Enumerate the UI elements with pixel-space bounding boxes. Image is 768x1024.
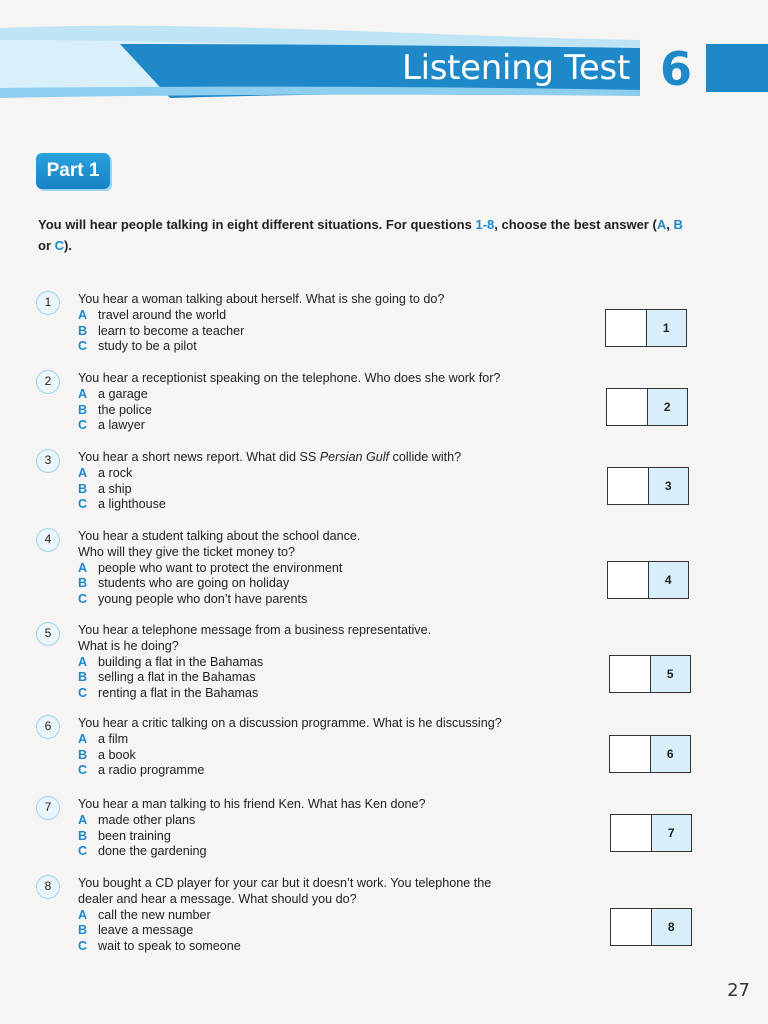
option-b[interactable] xyxy=(78,576,598,592)
option-a[interactable] xyxy=(78,655,598,671)
option-letter: B xyxy=(78,670,88,685)
question-text: You hear a man talking to his friend Ken. What has Ken done? xyxy=(78,797,426,811)
option-letter: A xyxy=(78,560,88,575)
question-number-badge: 8 xyxy=(36,875,60,899)
answer-input[interactable] xyxy=(608,562,649,598)
option-letter: C xyxy=(78,497,88,512)
option-text: a garage xyxy=(98,386,148,401)
question-text-part: collide with? xyxy=(389,450,462,464)
question-number-badge: 4 xyxy=(36,528,60,552)
question-number-badge: 6 xyxy=(36,715,60,739)
option-letter: A xyxy=(78,812,88,827)
option-text: travel around the world xyxy=(98,307,227,322)
option-text: young people who don’t have parents xyxy=(98,592,308,607)
answer-input[interactable] xyxy=(607,389,648,425)
option-text: a book xyxy=(98,747,136,762)
option-a[interactable] xyxy=(78,387,598,403)
option-b[interactable] xyxy=(78,670,598,686)
answer-box-8[interactable] xyxy=(610,908,692,946)
instructions-comma: , xyxy=(666,217,674,232)
question-text-line-2: Who will they give the ticket money to? xyxy=(78,544,295,559)
option-letter: A xyxy=(78,386,88,401)
option-letter: A xyxy=(78,907,88,922)
option-letter: C xyxy=(78,418,88,433)
option-c[interactable] xyxy=(78,592,598,608)
header-banner xyxy=(0,0,768,110)
instructions-or: or xyxy=(38,238,55,253)
answer-box-number: 4 xyxy=(649,562,689,598)
option-letter: C xyxy=(78,939,88,954)
instructions-end: ). xyxy=(64,238,72,253)
option-a[interactable] xyxy=(78,908,598,924)
option-c[interactable] xyxy=(78,497,598,513)
option-text: made other plans xyxy=(98,812,196,827)
instructions-text-2: , choose the best answer ( xyxy=(494,217,657,232)
option-b[interactable] xyxy=(78,403,598,419)
option-b[interactable] xyxy=(78,324,598,340)
option-c[interactable] xyxy=(78,418,598,434)
option-text: done the gardening xyxy=(98,844,207,859)
answer-input[interactable] xyxy=(606,310,647,346)
option-b[interactable] xyxy=(78,482,598,498)
answer-input[interactable] xyxy=(611,815,652,851)
option-letter: B xyxy=(78,576,88,591)
option-c[interactable] xyxy=(78,339,598,355)
option-text: call the new number xyxy=(98,907,211,922)
option-text: building a flat in the Bahamas xyxy=(98,654,264,669)
option-text: students who are going on holiday xyxy=(98,576,290,591)
option-c[interactable] xyxy=(78,763,598,779)
option-text: a ship xyxy=(98,481,132,496)
answer-box-number: 8 xyxy=(652,909,692,945)
question-text xyxy=(78,450,598,466)
answer-box-number: 1 xyxy=(647,310,687,346)
question-text: You bought a CD player for your car but it doesn’t work. You telephone the xyxy=(78,876,492,890)
question-text: You hear a student talking about the school dance. xyxy=(78,529,361,543)
option-letter: C xyxy=(78,339,88,354)
option-letter: B xyxy=(78,481,88,496)
option-b[interactable] xyxy=(78,829,598,845)
option-b-ref: B xyxy=(673,217,683,232)
answer-box-7[interactable] xyxy=(610,814,692,852)
option-a[interactable] xyxy=(78,561,598,577)
answer-box-number: 7 xyxy=(652,815,692,851)
option-letter: C xyxy=(78,844,88,859)
answer-box-1[interactable] xyxy=(605,309,687,347)
answer-box-2[interactable] xyxy=(606,388,688,426)
option-c-ref: C xyxy=(54,238,65,253)
option-c[interactable] xyxy=(78,939,598,955)
question-text: You hear a critic talking on a discussion programme. What is he discussing? xyxy=(78,716,502,730)
option-letter: A xyxy=(78,465,88,480)
answer-input[interactable] xyxy=(610,656,651,692)
option-letter: B xyxy=(78,402,88,417)
option-text: wait to speak to someone xyxy=(98,939,241,954)
option-text: learn to become a teacher xyxy=(98,323,245,338)
option-letter: B xyxy=(78,323,88,338)
option-text: a rock xyxy=(98,465,133,480)
option-text: study to be a pilot xyxy=(98,339,197,354)
option-text: a lawyer xyxy=(98,418,145,433)
option-b[interactable] xyxy=(78,748,598,764)
answer-box-5[interactable] xyxy=(609,655,691,693)
option-letter: B xyxy=(78,923,88,938)
answer-box-number: 3 xyxy=(649,468,689,504)
question-text: You hear a telephone message from a business representative. xyxy=(78,623,432,637)
instructions-text: You will hear people talking in eight different situations. For questions xyxy=(38,217,476,232)
instructions-range: 1-8 xyxy=(475,217,495,232)
option-c[interactable] xyxy=(78,844,598,860)
question-text: You hear a receptionist speaking on the telephone. Who does she work for? xyxy=(78,371,501,385)
option-text: been training xyxy=(98,828,171,843)
question-text-line-2: What is he doing? xyxy=(78,638,179,653)
option-letter: C xyxy=(78,763,88,778)
answer-box-4[interactable] xyxy=(607,561,689,599)
question-text-line-2: dealer and hear a message. What should you do? xyxy=(78,891,357,906)
page-number: 27 xyxy=(727,980,750,1001)
answer-box-3[interactable] xyxy=(607,467,689,505)
option-letter: A xyxy=(78,654,88,669)
option-b[interactable] xyxy=(78,923,598,939)
answer-input[interactable] xyxy=(608,468,649,504)
ship-name: Persian Gulf xyxy=(319,450,390,464)
option-text: a film xyxy=(98,731,129,746)
question-number-badge: 7 xyxy=(36,796,60,820)
question-number-badge: 3 xyxy=(36,449,60,473)
option-text: the police xyxy=(98,402,152,417)
answer-box-number: 5 xyxy=(651,656,691,692)
option-a[interactable] xyxy=(78,466,598,482)
question-number-badge: 5 xyxy=(36,622,60,646)
page-title: Listening Test xyxy=(401,48,630,88)
option-text: people who want to protect the environment xyxy=(98,560,343,575)
option-a[interactable] xyxy=(78,308,598,324)
option-letter: A xyxy=(78,731,88,746)
answer-box-6[interactable] xyxy=(609,735,691,773)
answer-input[interactable] xyxy=(611,909,652,945)
option-letter: A xyxy=(78,307,88,322)
instructions xyxy=(38,214,688,256)
question-number-badge: 1 xyxy=(36,291,60,315)
option-text: a radio programme xyxy=(98,763,205,778)
option-letter: C xyxy=(78,686,88,701)
question-text: You hear a woman talking about herself. What is she going to do? xyxy=(78,292,445,306)
part-badge: Part 1 xyxy=(36,153,110,189)
option-letter: C xyxy=(78,592,88,607)
question-number-badge: 2 xyxy=(36,370,60,394)
test-number: 6 xyxy=(659,42,692,96)
answer-box-number: 6 xyxy=(651,736,691,772)
option-text: a lighthouse xyxy=(98,497,166,512)
option-c[interactable] xyxy=(78,686,598,702)
option-text: leave a message xyxy=(98,923,194,938)
answer-box-number: 2 xyxy=(648,389,688,425)
option-letter: B xyxy=(78,747,88,762)
answer-input[interactable] xyxy=(610,736,651,772)
option-letter: B xyxy=(78,828,88,843)
option-a[interactable] xyxy=(78,732,598,748)
question-text-part: You hear a short news report. What did SS xyxy=(78,450,320,464)
option-text: renting a flat in the Bahamas xyxy=(98,686,259,701)
option-text: selling a flat in the Bahamas xyxy=(98,670,256,685)
option-a[interactable] xyxy=(78,813,598,829)
option-a-ref: A xyxy=(656,217,667,232)
